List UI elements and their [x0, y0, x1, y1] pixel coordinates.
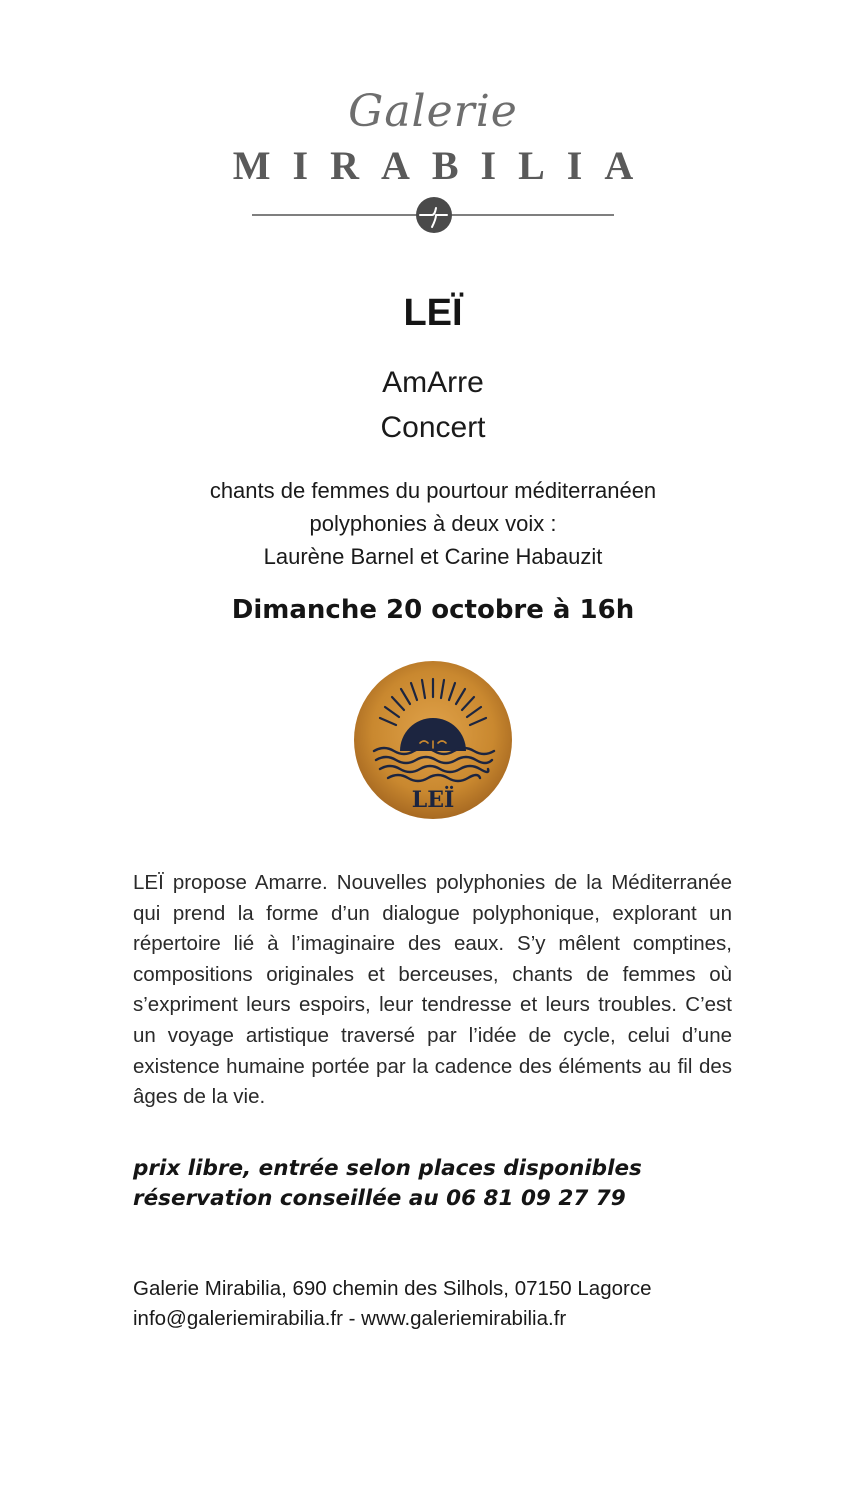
- lei-logo: [352, 659, 514, 821]
- header-divider: [250, 196, 616, 236]
- reservation-info: réservation conseillée au 06 81 09 27 79: [133, 1186, 626, 1211]
- event-description-line-3: Laurène Barnel et Carine Habauzit: [263, 544, 603, 569]
- gallery-name: MIRABILIA: [232, 143, 656, 188]
- event-subtitle-2: Concert: [380, 411, 486, 444]
- event-description-line-2: polyphonies à deux voix :: [309, 511, 557, 536]
- gallery-address: Galerie Mirabilia, 690 chemin des Silhols, 07150 Lagorce: [133, 1277, 652, 1300]
- event-description-line-1: chants de femmes du pourtour méditerranéen: [209, 478, 657, 503]
- event-date: Dimanche 20 octobre à 16h: [231, 595, 635, 625]
- price-info: prix libre, entrée selon places disponibles: [133, 1156, 642, 1181]
- gallery-script-title: Galerie: [348, 86, 518, 137]
- gallery-contact: info@galeriemirabilia.fr - www.galeriemirabilia.fr: [133, 1307, 567, 1330]
- event-body-text: LEÏ propose Amarre. Nouvelles polyphonies de la Méditerranée qui prend la forme d’un dialogue polyphonique, explorant un répertoire lié à l’imaginaire des eaux. S’y mêlent comptines, compositions originales et berceuses, chants de femmes où s’expriment leurs espoirs, leur tendresse et leurs troubles. C’est un voyage artistique traversé par l’idée de cycle, celui d’une existence humaine portée par la cadence des éléments au fil des âges de la vie.: [133, 871, 732, 1109]
- event-title: LEÏ: [403, 292, 463, 334]
- logo-text: LEÏ: [411, 787, 455, 813]
- event-subtitle-1: AmArre: [382, 366, 484, 399]
